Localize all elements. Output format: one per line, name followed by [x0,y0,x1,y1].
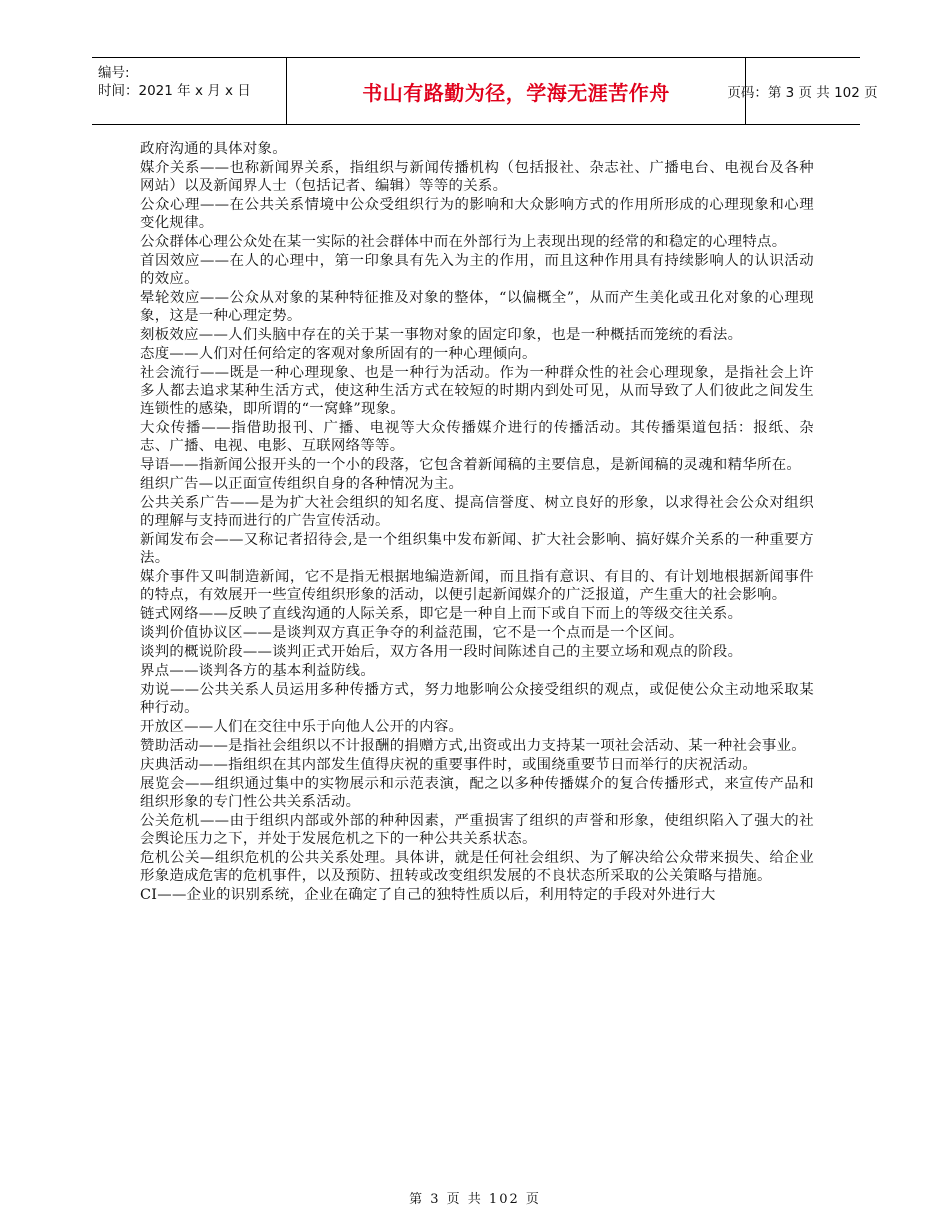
glossary-entry: 危机公关—组织危机的公共关系处理。具体讲，就是任何社会组织、为了解决给公众带来损失、给企业形象造成危害的危机事件，以及预防、扭转或改变组织发展的不良状态所采取的公关策略与措施。 [140,850,814,884]
glossary-entry: 社会流行——既是一种心理现象、也是一种行为活动。作为一种群众性的社会心理现象，是指社会上许多人都去追求某种生活方式，使这种生活方式在较短的时期内到处可见，从而导致了人们彼此之间发生连锁性的感染，即所谓的“一窝蜂”现象。 [140,365,814,417]
glossary-entry: CI——企业的识别系统，企业在确定了自己的独特性质以后，利用特定的手段对外进行大 [140,887,716,903]
glossary-entry: 赞助活动——是指社会组织以不计报酬的捐赠方式,出资或出力支持某一项社会活动、某一种社会事业。 [140,738,806,754]
glossary-entry: 新闻发布会——又称记者招待会,是一个组织集中发布新闻、扩大社会影响、搞好媒介关系的一种重要方法。 [140,532,814,566]
document-body [140,140,814,905]
page-header [92,57,878,125]
glossary-entry: 开放区——人们在交往中乐于向他人公开的内容。 [140,719,464,735]
glossary-entry: 庆典活动——指组织在其内部发生值得庆祝的重要事件时，或围绕重要节日而举行的庆祝活动。 [140,757,758,773]
date-label: 时间：2021 年 x 月 x 日 [98,83,251,99]
glossary-entry: 链式网络——反映了直线沟通的人际关系，即它是一种自上而下或自下而上的等级交往关系。 [140,606,743,622]
motto-text: 书山有路勤为径，学海无涯苦作舟 [362,80,670,105]
glossary-entry: 公众群体心理公众处在某一实际的社会群体中而在外部行为上表现出现的经常的和稳定的心理特点。 [140,234,787,250]
glossary-entry: 媒介事件又叫制造新闻，它不是指无根据地编造新闻，而且指有意识、有目的、有计划地根据新闻事件的特点，有效展开一些宣传组织形象的活动，以便引起新闻媒介的广泛报道，产生重大的社会影响。 [140,569,814,603]
glossary-entry: 组织广告—以正面宣传组织自身的各种情况为主。 [140,476,464,492]
glossary-entry: 谈判价值协议区——是谈判双方真正争夺的利益范围，它不是一个点而是一个区间。 [140,625,684,641]
header-page-cell [727,58,878,124]
glossary-entry: 谈判的概说阶段——谈判正式开始后，双方各用一段时间陈述自己的主要立场和观点的阶段。 [140,644,743,660]
page-info: 页码：第 3 页 共 102 页 [727,85,878,101]
glossary-entry: 媒介关系——也称新闻界关系，指组织与新闻传播机构（包括报社、杂志社、广播电台、电视台及各种网站）以及新闻界人士（包括记者、编辑）等等的关系。 [140,160,814,194]
glossary-entry: 态度——人们对任何给定的客观对象所固有的一种心理倾向。 [140,346,537,362]
glossary-entry: 晕轮效应——公众从对象的某种特征推及对象的整体，“以偏概全”，从而产生美化或丑化对象的心理现象，这是一种心理定势。 [140,290,814,324]
glossary-entry: 公众心理——在公共关系情境中公众受组织行为的影响和大众影响方式的作用所形成的心理现象和心理变化规律。 [140,197,814,231]
glossary-entry: 界点——谈判各方的基本利益防线。 [140,663,376,679]
glossary-entry: 展览会——组织通过集中的实物展示和示范表演，配之以多种传播媒介的复合传播形式，来宣传产品和组织形象的专门性公共关系活动。 [140,776,814,810]
page-footer: 第 3 页 共 102 页 [409,1192,541,1207]
glossary-entry: 劝说——公共关系人员运用多种传播方式，努力地影响公众接受组织的观点，或促使公众主动地采取某种行动。 [140,682,814,716]
glossary-entry: 首因效应——在人的心理中，第一印象具有先入为主的作用，而且这种作用具有持续影响人的认识活动的效应。 [140,253,814,287]
glossary-entry: 政府沟通的具体对象。 [140,141,287,157]
glossary-entry: 刻板效应——人们头脑中存在的关于某一事物对象的固定印象，也是一种概括而笼统的看法。 [140,327,743,343]
glossary-entry: 大众传播——指借助报刊、广播、电视等大众传播媒介进行的传播活动。其传播渠道包括：报纸、杂志、广播、电视、电影、互联网络等等。 [140,420,814,454]
header-motto-cell [286,58,746,124]
glossary-entry: 公关危机——由于组织内部或外部的种种因素，严重损害了组织的声誉和形象，使组织陷入了强大的社会舆论压力之下，并处于发展危机之下的一种公共关系状态。 [140,813,814,847]
header-meta [92,58,286,124]
glossary-entry: 公共关系广告——是为扩大社会组织的知名度、提高信誉度、树立良好的形象，以求得社会公众对组织的理解与支持而进行的广告宣传活动。 [140,495,814,529]
code-label: 编号: [98,65,130,81]
glossary-entry: 导语——指新闻公报开头的一个小的段落，它包含着新闻稿的主要信息，是新闻稿的灵魂和精华所在。 [140,457,802,473]
